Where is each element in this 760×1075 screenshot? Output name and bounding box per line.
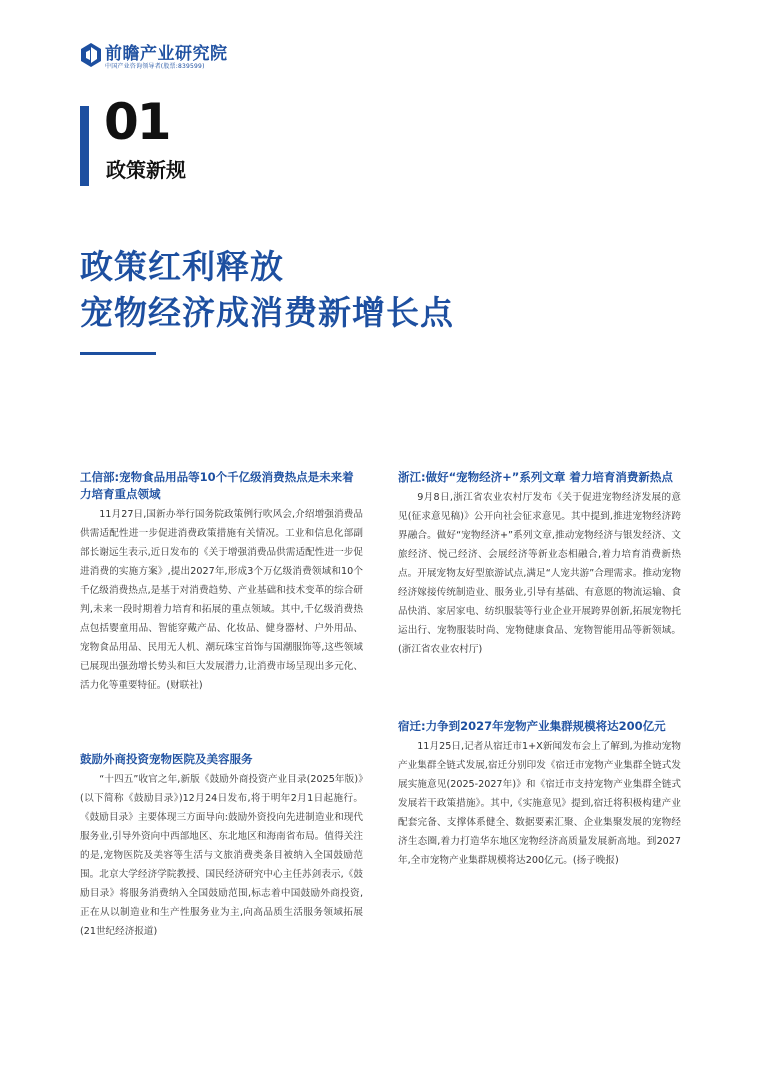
headline-divider [80,352,156,355]
article-title: 工信部:宠物食品用品等10个千亿级消费热点是未来着力培育重点领域 [80,470,354,501]
section-number: 01 [104,93,170,151]
article-zhejiang [398,469,681,659]
headline-line-2: 宠物经济成消费新增长点 [80,293,454,332]
article-body: 11月27日,国新办举行国务院政策例行吹风会,介绍增强消费品供需适配性进一步促进消费政策措施有关情况。工业和信息化部副部长谢远生表示,近日发布的《关于增强消费品供需适配性进一步促进消费的实施方案》,提出2027年,形成3个万亿级消费领域和10个千亿级消费热点,是基于对消费趋势、产业基础和技术变革的综合研判,未来一段时期着力培育和拓展的重点领域。其中,千亿级消费热点包括婴童用品、智能穿戴产品、化妆品、健身器材、户外用品、宠物食品用品、民用无人机、潮玩珠宝首饰与国潮服饰等,这些领域已展现出强劲增长势头和巨大发展潜力,让消费市场呈现出多元化、活力化等重要特征。(财联社) [80,509,363,691]
article-body: 9月8日,浙江省农业农村厅发布《关于促进宠物经济发展的意见(征求意见稿)》公开向社会征求意见。其中提到,推进宠物经济跨界融合。做好“宠物经济+”系列文章,推动宠物经济与银发经济、文旅经济、悦己经济、会展经济等新业态相融合,着力培育消费新热点。开展宠物友好型旅游试点,满足“人宠共游”合理需求。推动宠物经济嫁接传统制造业、服务业,引导有基础、有意愿的物流运输、食品快消、家居家电、纺织服装等行业企业开展跨界创新,拓展宠物托运出行、宠物服装时尚、宠物健康食品、宠物智能用品等新领域。(浙江省农业农村厅) [398,492,681,655]
section-title: 政策新规 [106,158,186,182]
article-foreign-investment [80,751,363,941]
article-suqian [398,718,681,870]
article-title: 浙江:做好“宠物经济+”系列文章 着力培育消费新热点 [398,470,673,484]
article-body: “十四五”收官之年,新版《鼓励外商投资产业目录(2025年版)》(以下简称《鼓励目录》)12月24日发布,将于明年2月1日起施行。《鼓励目录》主要体现三方面导向:鼓励外资投向先进制造业和现代服务业,引导外资向中西部地区、东北地区和海南省布局。值得关注的是,宠物医院及美容等生活与文旅消费类条目被纳入全国鼓励范围。北京大学经济学院教授、国民经济研究中心主任苏剑表示,《鼓励目录》将服务消费纳入全国鼓励范围,标志着中国鼓励外商投资,正在从以制造业和生产性服务业为主,向高品质生活服务领域拓展(21世纪经济报道) [80,774,363,937]
article-title: 宿迁:力争到2027年宠物产业集群规模将达200亿元 [398,719,666,733]
headline-line-1: 政策红利释放 [80,247,284,286]
article-miit [80,469,363,695]
brand-tagline: 中国产业咨询领导者(股票:839599) [105,63,205,70]
article-body: 11月25日,记者从宿迁市1+X新闻发布会上了解到,为推动宠物产业集群全链式发展,宿迁分别印发《宿迁市宠物产业集群全链式发展实施意见(2025-2027年)》和《宿迁市支持宠物产业集群全链式发展若干政策措施》。其中,《实施意见》提到,宿迁将积极构建产业配套完备、支撑体系健全、数据要素汇聚、企业集聚发展的宠物经济生态圈,着力打造华东地区宠物经济高质量发展新高地。到2027年,全市宠物产业集群规模将达200亿元。(扬子晚报) [398,741,681,866]
section-accent-bar [80,106,89,186]
brand-name: 前瞻产业研究院 [105,44,228,64]
brand-logo-icon [80,42,102,68]
article-title: 鼓励外商投资宠物医院及美容服务 [80,752,253,766]
